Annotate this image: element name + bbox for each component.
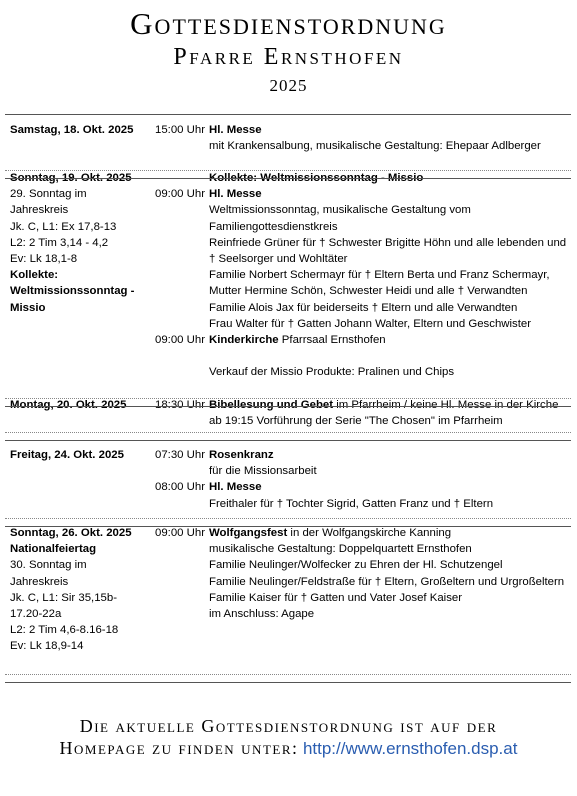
service-detail: Familie Alois Jax für beiderseits † Eltern und alle Verwandten <box>209 301 518 314</box>
service-detail: im Anschluss: Agape <box>209 608 315 620</box>
liturgy-note: 30. Sonntag im <box>10 559 87 572</box>
service-detail: Reinfriede Grüner für † Schwester Brigitte Höhn und alle lebenden und <box>209 236 567 249</box>
liturgy-note: Jk. C, L1: Ex 17,8-13 <box>10 220 117 233</box>
service-detail: Familie Kaiser für † Gatten und Vater Josef Kaiser <box>209 591 463 604</box>
service-title-line <box>209 122 262 138</box>
service-time: 18:30 Uhr <box>155 399 206 411</box>
service-title-line <box>209 332 386 348</box>
liturgy-note: Jahreskreis <box>10 204 69 217</box>
liturgy-note: Kollekte: <box>10 269 59 282</box>
service-detail: Familie Neulinger/Wolfecker zu Ehren der Hl. Schutzengel <box>209 559 503 572</box>
section-divider <box>5 178 571 179</box>
service-location: in der Wolfgangskirche Kanning <box>287 527 452 539</box>
service-title: Rosenkranz <box>209 449 274 461</box>
liturgy-note: L2: 2 Tim 3,14 - 4,2 <box>10 236 109 249</box>
service-title: Kinderkirche <box>209 334 279 346</box>
section-divider <box>5 406 571 407</box>
service-title: Hl. Messe <box>209 481 262 494</box>
service-title-line <box>209 447 274 463</box>
service-title-line <box>209 479 262 495</box>
service-title: Bibellesung und Gebet <box>209 399 334 411</box>
service-detail: † Seelsorger und Wohltäter <box>209 253 348 265</box>
service-date: Montag, 20. Okt. 2025 <box>10 399 127 411</box>
section-divider <box>5 682 571 683</box>
service-location: Pfarrsaal Ernsthofen <box>278 334 386 346</box>
liturgy-note: L2: 2 Tim 4,6-8.16-18 <box>10 624 119 637</box>
liturgy-note: Ev: Lk 18,1-8 <box>10 253 78 265</box>
row-divider <box>5 432 571 433</box>
liturgy-note: Jk. C, L1: Sir 35,15b- <box>10 591 117 604</box>
row-divider <box>5 170 571 171</box>
row-divider <box>5 398 571 399</box>
service-title: Hl. Messe <box>209 188 262 201</box>
service-detail: ab 19:15 Vorführung der Serie "The Chosen" im Pfarrheim <box>209 415 503 428</box>
liturgy-note: Ev: Lk 18,9-14 <box>10 640 84 653</box>
service-title: Wolfgangsfest <box>209 527 288 539</box>
service-date: Sonntag, 26. Okt. 2025 <box>10 527 132 539</box>
liturgy-note: Weltmissionssonntag - <box>10 285 135 298</box>
service-title-line <box>209 525 451 541</box>
homepage-link[interactable]: http://www.ernsthofen.dsp.at <box>302 739 518 758</box>
footer-prefix: Homepage zu finden unter: <box>59 738 299 758</box>
service-title: Hl. Messe <box>209 124 262 136</box>
footer-line-2 <box>0 738 577 759</box>
liturgy-note: Missio <box>10 301 46 314</box>
service-time: 09:00 Uhr <box>155 334 206 346</box>
section-divider <box>5 440 571 441</box>
service-time: 09:00 Uhr <box>155 188 206 201</box>
service-detail: Mutter Hermine Schön, Schwester Heidi und alle † Verwandten <box>209 285 528 298</box>
liturgy-note: Nationalfeiertag <box>10 543 97 556</box>
service-time: 09:00 Uhr <box>155 527 206 539</box>
liturgy-note: 17.20-22a <box>10 608 62 620</box>
service-detail: Verkauf der Missio Produkte: Pralinen und Chips <box>209 366 455 379</box>
service-title: Kollekte: Weltmissionssonntag - Missio <box>209 172 424 184</box>
service-detail: Frau Walter für † Gatten Johann Walter, Eltern und Geschwister <box>209 317 532 330</box>
section-divider <box>5 114 571 115</box>
footer-line-1: Die aktuelle Gottesdienstordnung ist auf der <box>79 716 498 736</box>
service-detail: musikalische Gestaltung: Doppelquartett Ernsthofen <box>209 543 472 556</box>
service-time: 08:00 Uhr <box>155 481 206 494</box>
page-title: Gottesdienstordnung <box>130 6 447 41</box>
service-detail: Weltmissionssonntag, musikalische Gestaltung vom <box>209 204 471 217</box>
service-time: 15:00 Uhr <box>155 124 206 136</box>
service-location: im Pfarrheim / keine Hl. Messe in der Kirche <box>333 399 559 411</box>
service-detail: Familiengottesdienstkreis <box>209 220 338 233</box>
parish-name: Pfarre Ernsthofen <box>173 44 404 70</box>
section-divider <box>5 526 571 527</box>
service-time: 07:30 Uhr <box>155 449 206 461</box>
service-date: Samstag, 18. Okt. 2025 <box>10 124 134 136</box>
year: 2025 <box>269 76 308 95</box>
row-divider <box>5 518 571 519</box>
liturgy-note: 29. Sonntag im <box>10 188 87 201</box>
service-detail: Freithaler für † Tochter Sigrid, Gatten Franz und † Eltern <box>209 497 494 510</box>
service-title-line <box>209 397 558 413</box>
service-detail: mit Krankensalbung, musikalische Gestaltung: Ehepaar Adlberger <box>209 140 541 153</box>
service-detail: für die Missionsarbeit <box>209 465 317 478</box>
row-divider <box>5 674 571 675</box>
service-date: Sonntag, 19. Okt. 2025 <box>10 172 132 184</box>
service-title-line <box>209 186 262 202</box>
service-date: Freitag, 24. Okt. 2025 <box>10 449 124 461</box>
liturgy-note: Jahreskreis <box>10 575 69 588</box>
service-detail: Familie Norbert Schermayr für † Eltern Berta und Franz Schermayr, <box>209 269 550 282</box>
service-detail: Familie Neulinger/Feldstraße für † Eltern, Großeltern und Urgroßeltern <box>209 575 565 588</box>
